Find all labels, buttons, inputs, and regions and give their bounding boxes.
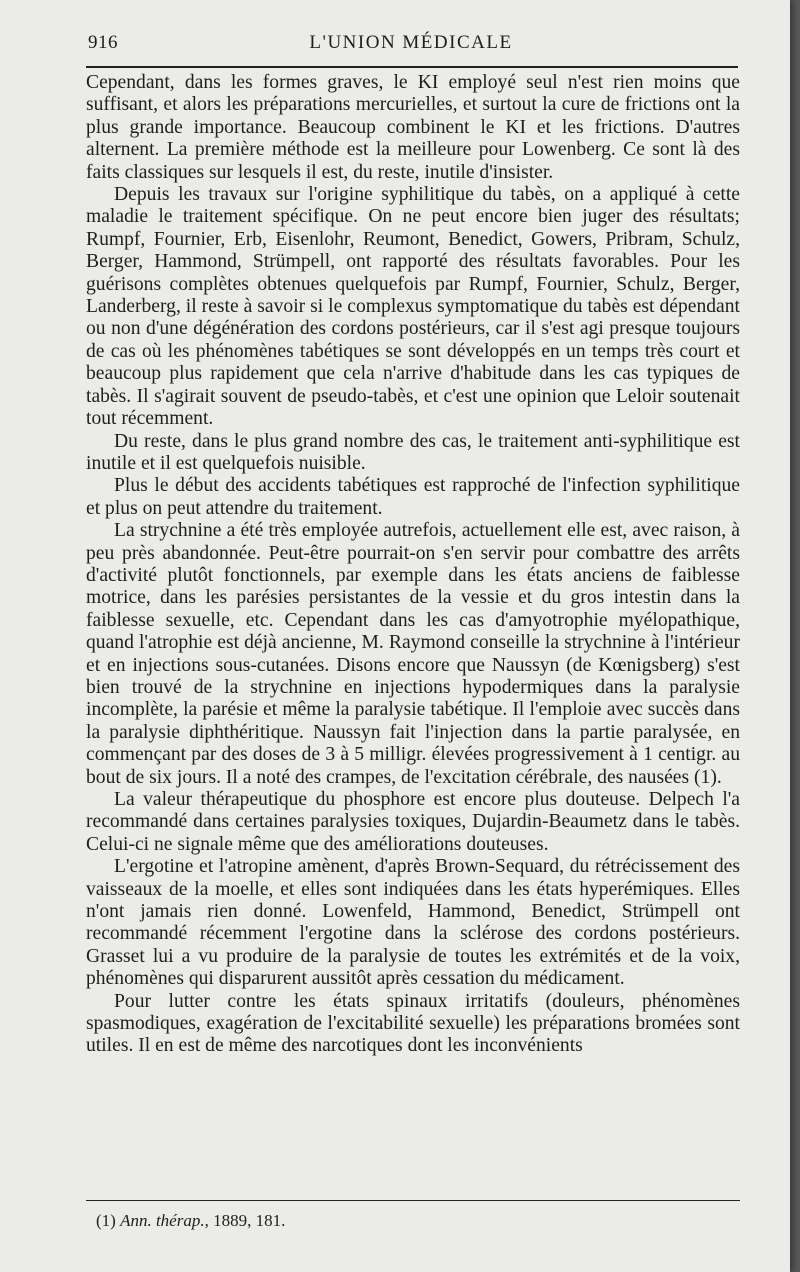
paragraph: Pour lutter contre les états spinaux irritatifs (douleurs, phénomènes spasmodiques, exagération de l'excitabilité sexuelle) les préparations bromées sont utiles. Il en est de même des narcotiques dont les inconvénients	[86, 990, 740, 1057]
footnote-source: Ann. thérap.	[120, 1211, 205, 1230]
header-rule	[86, 66, 738, 68]
footnote-rule	[86, 1200, 740, 1201]
body-text	[86, 72, 740, 1058]
paragraph: Plus le début des accidents tabétiques est rapproché de l'infection syphilitique et plus on peut attendre du traitement.	[86, 475, 740, 519]
paragraph: Depuis les travaux sur l'origine syphilitique du tabès, on a appliqué à cette maladie le traitement spécifique. On ne peut encore bien juger des résultats; Rumpf, Fournier, Erb, Eisenlohr, Reumont, Benedict, Gowers, Pribram, Schulz, Berger, Hammond, Strümpell, ont rapporté des résultats favorables. Pour les guérisons complètes obtenues quelquefois par Rumpf, Fournier, Schulz, Berger, Landerberg, il reste à savoir si le complexus symptomatique du tabès est dépendant ou non d'une dégénération des cordons postérieurs, car il s'est agi presque toujours de cas où les phénomènes tabétiques se sont développés en un temps très court et beaucoup plus rapidement que cela n'arrive d'habitude dans les cas typiques de tabès. Il s'agirait souvent de pseudo-tabès, et c'est une opinion que Leloir soutenait tout récemment.	[86, 184, 740, 430]
footnote-marker: (1)	[96, 1211, 116, 1230]
paragraph: Du reste, dans le plus grand nombre des cas, le traitement anti-syphilitique est inutile et il est quelquefois nuisible.	[86, 430, 740, 474]
footnote	[96, 1210, 285, 1232]
running-title: L'UNION MÉDICALE	[309, 32, 513, 53]
paragraph: La valeur thérapeutique du phosphore est encore plus douteuse. Delpech l'a recommandé dans certaines paralysies toxiques, Dujardin-Beaumetz dans le tabès. Celui-ci ne signale même que des améliorations douteuses.	[86, 789, 740, 855]
paragraph: La strychnine a été très employée autrefois, actuellement elle est, avec raison, à peu près abandonnée. Peut-être pourrait-on s'en servir pour combattre des arrêts d'activité plutôt fonctionnels, par exemple dans les états anciens de faiblesse motrice, dans les parésies persistantes de la vessie et du gros intestin dans la faiblesse sexuelle, etc. Cependant dans les cas d'amyotrophie myélopathique, quand l'atrophie est déjà ancienne, M. Raymond conseille la strychnine à l'intérieur et en injections sous-cutanées. Disons encore que Naussyn (de Kœnigsberg) s'est bien trouvé de la strychnine en injections hypodermiques dans la paralysie incomplète, la parésie et même la paralysie tabétique. Il l'emploie avec succès dans la paralysie diphthéritique. Naussyn fait l'injection dans la partie paralysée, en commençant par des doses de 3 à 5 milligr. élevées progressivement à 1 centigr. au bout de six jours. Il a noté des crampes, de l'excitation cérébrale, des nausées (1).	[86, 520, 740, 788]
paragraph: Cependant, dans les formes graves, le KI employé seul n'est rien moins que suffisant, et alors les préparations mercurielles, et surtout la cure de frictions ont la plus grande importance. Beaucoup combinent le KI et les frictions. D'autres alternent. La première méthode est la meilleure pour Lowenberg. Ce sont là des faits classiques sur lesquels il est, du reste, inutile d'insister.	[86, 72, 740, 183]
page-header	[88, 32, 734, 60]
paragraph: L'ergotine et l'atropine amènent, d'après Brown-Sequard, du rétrécissement des vaisseaux de la moelle, et elles sont indiquées dans les états hyperémiques. Elles n'ont jamais rien donné. Lowenfeld, Hammond, Benedict, Strümpell ont recommandé récemment l'ergotine dans la sclérose des cordons postérieurs. Grasset lui a vu produire de la paralysie de toutes les extrémités et de la voix, phénomènes qui disparurent aussitôt après cessation du médicament.	[86, 856, 740, 990]
page-number: 916	[88, 32, 118, 53]
footnote-details: , 1889, 181.	[204, 1211, 286, 1230]
